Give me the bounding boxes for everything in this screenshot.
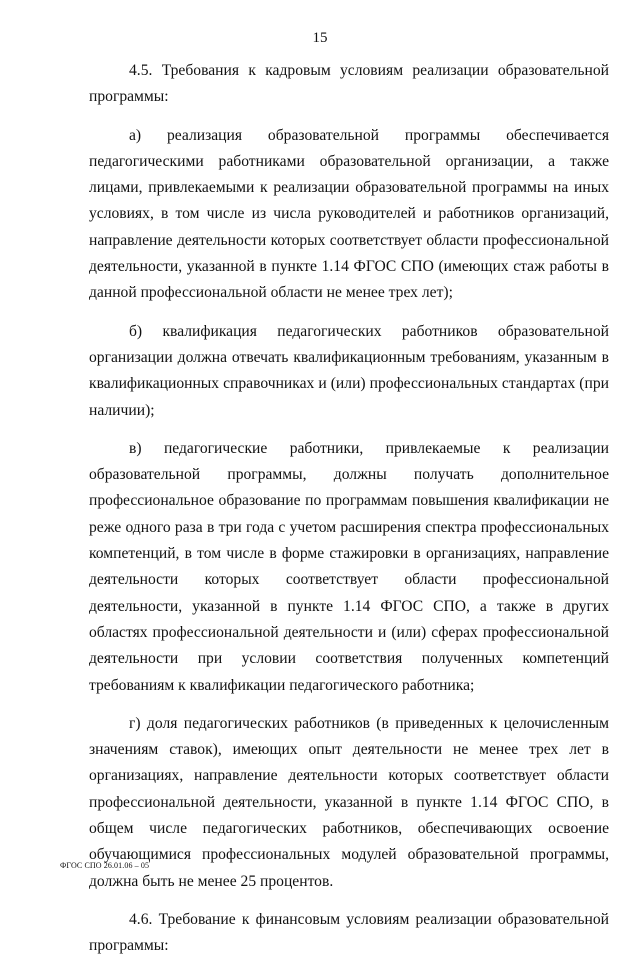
footer-document-code: ФГОС СПО 26.01.06 – 05 [60, 861, 150, 870]
paragraph-v: в) педагогические работники, привлекаемые к реализации образовательной программы, должны получать дополнительное профессиональное образование по программам повышения квалификации не реже одного раза в три года с учетом расширения спектра профессиональных компетенций, в том числе в форме стажировки в организациях, направление деятельности которых соответствует области профессиональной деятельности, указанной в пункте 1.14 ФГОС СПО, а также в других областях профессиональной деятельности и (или) сферах профессиональной деятельности при условии соответствия полученных компетенций требованиям к квалификации педагогического работника; [89, 439, 609, 694]
paragraph-a: а) реализация образовательной программы обеспечивается педагогическими работниками образовательной организации, а также лицами, привлекаемыми к реализации образовательной программы на иных условиях, в том числе из числа руководителей и работников организаций, направление деятельности которых соответствует области профессиональной деятельности, указанной в пункте 1.14 ФГОС СПО (имеющих стаж работы в данной профессиональной области не менее трех лет); [89, 126, 609, 302]
page-number: 15 [312, 30, 328, 46]
paragraph-g: г) доля педагогических работников (в приведенных к целочисленным значениям ставок), имеющих опыт деятельности не менее трех лет в организациях, направление деятельности которых соответствует области профессиональной деятельности, указанной в пункте 1.14 ФГОС СПО, в общем числе педагогических работников, обеспечивающих освоение обучающимися профессиональных модулей образовательной программы, должна быть не менее 25 процентов. [89, 714, 609, 890]
section-4-5-heading: 4.5. Требования к кадровым условиям реализации образовательной программы: [89, 62, 609, 106]
paragraph-b: б) квалификация педагогических работников образовательной организации должна отвечать квалификационным требованиям, указанным в квалификационных справочниках и (или) профессиональных стандартах (при наличии); [89, 322, 609, 419]
section-4-6-heading: 4.6. Требование к финансовым условиям реализации образовательной программы: [89, 910, 609, 955]
document-body [89, 58, 609, 960]
